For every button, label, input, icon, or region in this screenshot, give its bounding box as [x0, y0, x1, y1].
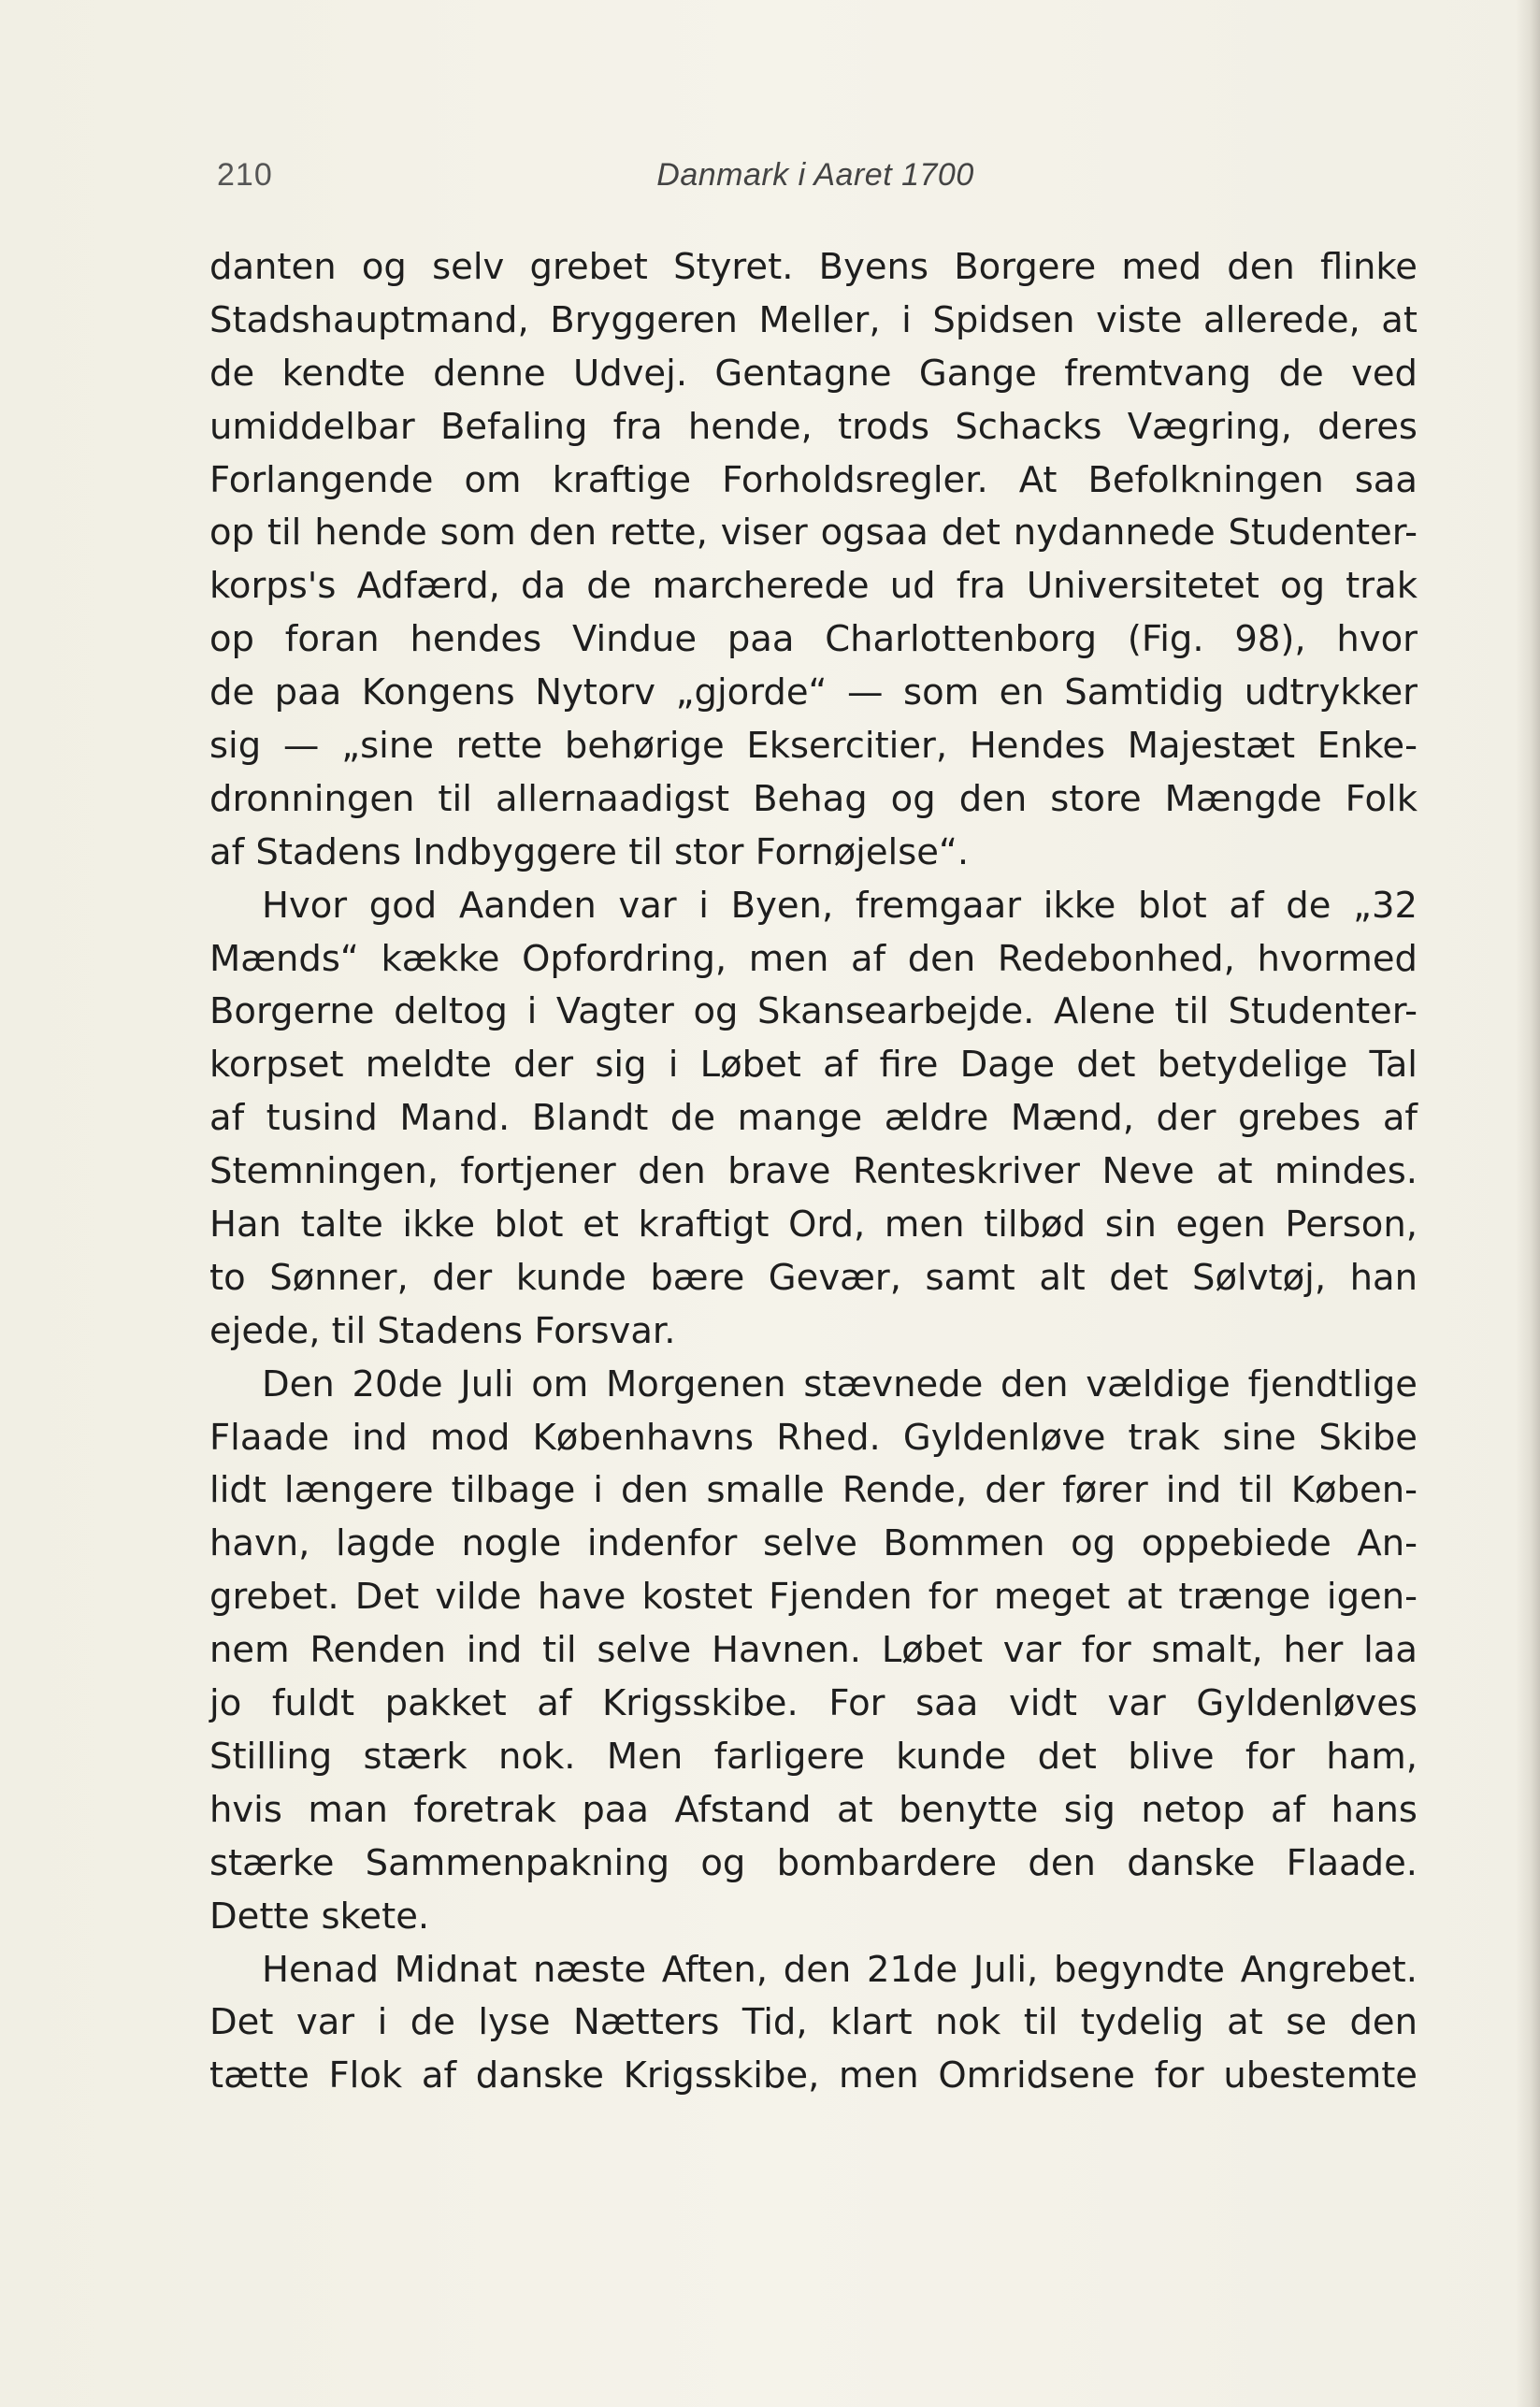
text-line: Stadshauptmand, Bryggeren Meller, i Spidsen viste allerede, at — [209, 298, 1418, 341]
text-line: Henad Midnat næste Aften, den 21de Juli, begyndte Angrebet. — [262, 1948, 1418, 1991]
text-line: Han talte ikke blot et kraftigt Ord, men tilbød sin egen Person, — [209, 1204, 1418, 1247]
text-line: Hvor god Aanden var i Byen, fremgaar ikke blot af de „32 — [262, 884, 1418, 927]
text-line: op foran hendes Vindue paa Charlottenborg (Fig. 98), hvor — [209, 618, 1418, 661]
text-line: danten og selv grebet Styret. Byens Borgere med den flinke — [209, 246, 1418, 288]
text-line: sig — „sine rette behørige Eksercitier, Hendes Majestæt Enke- — [209, 725, 1418, 768]
text-line: stærke Sammenpakning og bombardere den danske Flaade. — [209, 1841, 1418, 1884]
page-header — [217, 157, 1414, 198]
text-line: af Stadens Indbyggere til stor Fornøjelse“. — [209, 830, 970, 873]
page-edge-shadow — [1516, 0, 1540, 2407]
text-line: jo fuldt pakket af Krigsskibe. For saa vidt var Gyldenløves — [209, 1682, 1418, 1725]
text-line: korpset meldte der sig i Løbet af fire Dage det betydelige Tal — [209, 1044, 1418, 1087]
text-line: dronningen til allernaadigst Behag og den store Mængde Folk — [209, 777, 1418, 820]
text-line: Forlangende om kraftige Forholdsregler. At Befolkningen saa — [209, 458, 1418, 501]
text-line: ejede, til Stadens Forsvar. — [209, 1309, 676, 1352]
text-line: de kendte denne Udvej. Gentagne Gange fremtvang de ved — [209, 352, 1418, 395]
text-line: tætte Flok af danske Krigsskibe, men Omridsene for ubestemte — [209, 2054, 1418, 2097]
text-line: Det var i de lyse Nætters Tid, klart nok til tydelig at se den — [209, 2001, 1418, 2044]
running-title: Danmark i Aaret 1700 — [656, 157, 974, 193]
text-line: de paa Kongens Nytorv „gjorde“ — som en Samtidig udtrykker — [209, 671, 1418, 714]
text-line: umiddelbar Befaling fra hende, trods Schacks Vægring, deres — [209, 405, 1418, 448]
text-line: Stemningen, fortjener den brave Renteskriver Neve at mindes. — [209, 1150, 1418, 1193]
text-line: hvis man foretrak paa Afstand at benytte sig netop af hans — [209, 1788, 1418, 1831]
body-text — [209, 241, 1418, 2103]
text-line: to Sønner, der kunde bære Gevær, samt alt det Sølvtøj, han — [209, 1256, 1418, 1299]
text-line: op til hende som den rette, viser ogsaa det nydannede Studenter- — [209, 512, 1418, 555]
text-line: lidt længere tilbage i den smalle Rende, der fører ind til Køben- — [209, 1469, 1418, 1512]
text-line: af tusind Mand. Blandt de mange ældre Mænd, der grebes af — [209, 1097, 1418, 1140]
text-line: Stilling stærk nok. Men farligere kunde det blive for ham, — [209, 1735, 1418, 1778]
text-line: havn, lagde nogle indenfor selve Bommen og oppebiede An- — [209, 1522, 1418, 1565]
text-line: nem Renden ind til selve Havnen. Løbet var for smalt, her laa — [209, 1629, 1418, 1672]
page-number: 210 — [217, 157, 273, 193]
text-line: Den 20de Juli om Morgenen stævnede den vældige fjendtlige — [262, 1362, 1418, 1405]
text-line: Mænds“ kække Opfordring, men af den Redebonhed, hvormed — [209, 937, 1418, 980]
text-line: Flaade ind mod Københavns Rhed. Gyldenløve trak sine Skibe — [209, 1416, 1418, 1459]
text-line: Borgerne deltog i Vagter og Skansearbejde. Alene til Studenter- — [209, 990, 1418, 1033]
text-line: Dette skete. — [209, 1895, 430, 1938]
text-line: korps's Adfærd, da de marcherede ud fra Universitetet og trak — [209, 565, 1418, 608]
text-line: grebet. Det vilde have kostet Fjenden for meget at trænge igen- — [209, 1576, 1418, 1619]
